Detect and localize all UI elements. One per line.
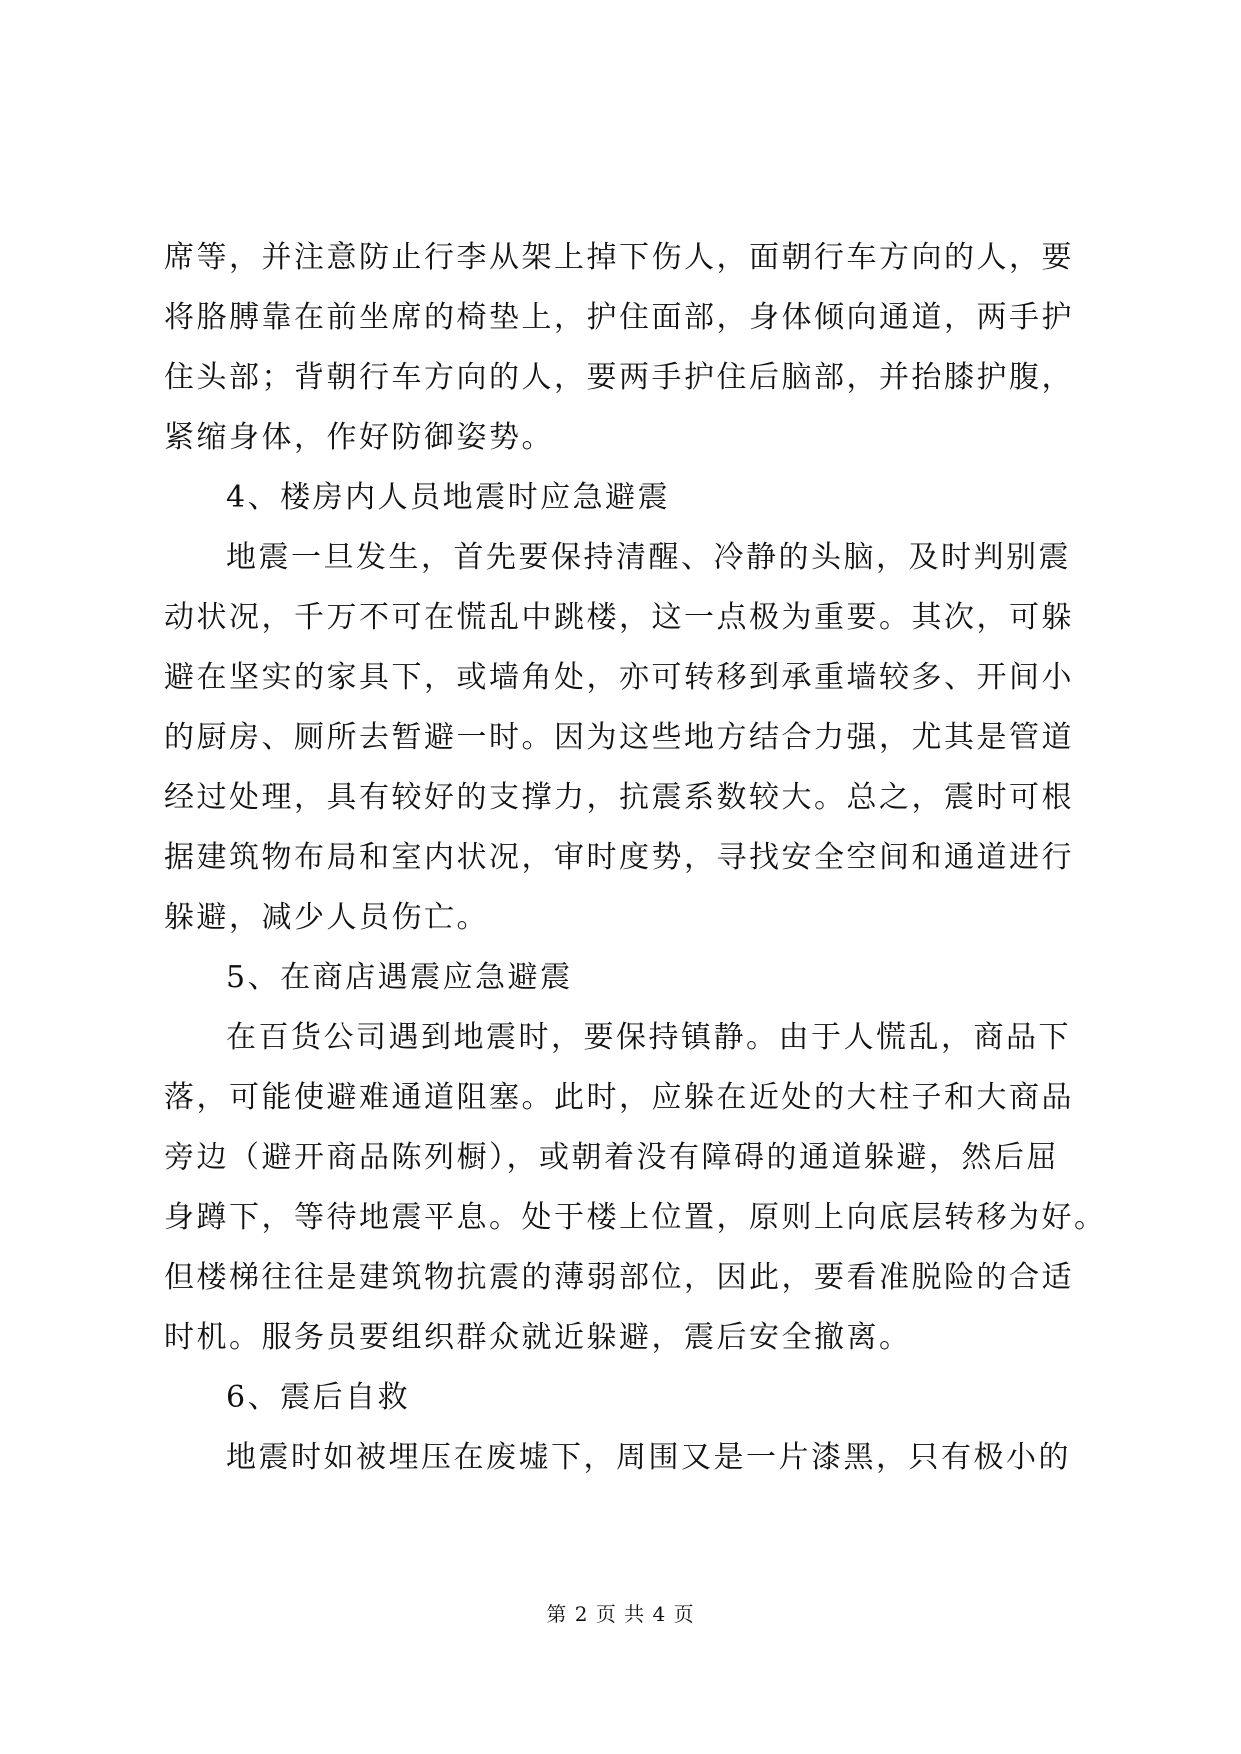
section-heading-4: 4、楼房内人员地震时应急避震 — [226, 480, 671, 515]
paragraph-line: 身蹲下，等待地震平息。处于楼上位置，原则上向底层转移为好。 — [164, 1200, 1107, 1235]
paragraph-line: 地震时如被埋压在废墟下，周围又是一片漆黑，只有极小的 — [226, 1440, 1071, 1475]
paragraph-line: 据建筑物布局和室内状况，审时度势，寻找安全空间和通道进行 — [164, 840, 1074, 875]
page-number-footer: 第 2 页 共 4 页 — [546, 1602, 695, 1626]
paragraph-line: 将胳膊靠在前坐席的椅垫上，护住面部，身体倾向通道，两手护 — [164, 300, 1074, 335]
section-heading-5: 5、在商店遇震应急避震 — [226, 960, 573, 995]
document-body — [164, 228, 1107, 1488]
paragraph-line: 落，可能使避难通道阻塞。此时，应躲在近处的大柱子和大商品 — [164, 1080, 1074, 1115]
paragraph-line: 动状况，千万不可在慌乱中跳楼，这一点极为重要。其次，可躲 — [164, 600, 1074, 635]
paragraph-line: 席等，并注意防止行李从架上掉下伤人，面朝行车方向的人，要 — [164, 240, 1074, 275]
paragraph-line: 地震一旦发生，首先要保持清醒、冷静的头脑，及时判别震 — [226, 540, 1071, 575]
paragraph-line: 但楼梯往往是建筑物抗震的薄弱部位，因此，要看准脱险的合适 — [164, 1260, 1074, 1295]
paragraph-line: 住头部；背朝行车方向的人，要两手护住后脑部，并抬膝护腹， — [164, 360, 1074, 395]
paragraph-line: 经过处理，具有较好的支撑力，抗震系数较大。总之，震时可根 — [164, 780, 1074, 815]
paragraph-line: 的厨房、厕所去暂避一时。因为这些地方结合力强，尤其是管道 — [164, 720, 1074, 755]
paragraph-line: 紧缩身体，作好防御姿势。 — [164, 420, 554, 455]
paragraph-line: 时机。服务员要组织群众就近躲避，震后安全撤离。 — [164, 1320, 912, 1355]
paragraph-line: 避在坚实的家具下，或墙角处，亦可转移到承重墙较多、开间小 — [164, 660, 1074, 695]
paragraph-line: 旁边（避开商品陈列橱），或朝着没有障碍的通道躲避，然后屈 — [164, 1140, 1059, 1175]
paragraph-line: 在百货公司遇到地震时，要保持镇静。由于人慌乱，商品下 — [226, 1020, 1071, 1055]
section-heading-6: 6、震后自救 — [226, 1380, 411, 1415]
paragraph-line: 躲避，减少人员伤亡。 — [164, 900, 489, 935]
